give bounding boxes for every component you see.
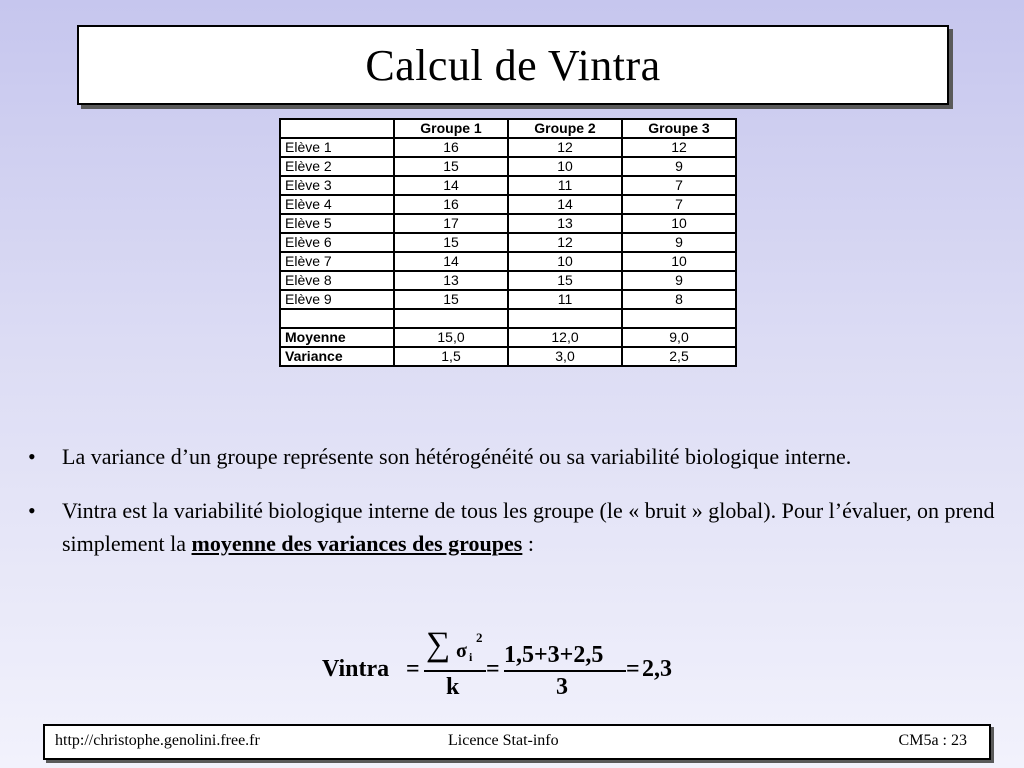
table-cell: 8 — [622, 290, 736, 309]
summary-row-variance — [280, 347, 736, 366]
denominator-3: 3 — [556, 674, 568, 700]
empty-cell — [622, 309, 736, 328]
bullet-text-end: : — [522, 531, 534, 556]
table-cell: 15 — [394, 290, 508, 309]
table-cell: 12,0 — [508, 328, 622, 347]
footer-page: CM5a : 23 — [898, 732, 967, 749]
empty-cell — [508, 309, 622, 328]
row-label: Elève 6 — [280, 233, 394, 252]
table-cell: 10 — [622, 214, 736, 233]
table-cell: 15 — [508, 271, 622, 290]
table-cell: 1,5 — [394, 347, 508, 366]
formula-equals: = — [626, 656, 640, 682]
table-cell: 15,0 — [394, 328, 508, 347]
table-cell: 10 — [508, 157, 622, 176]
bullet-marker: • — [28, 498, 36, 523]
table-row — [280, 138, 736, 157]
table-cell: 11 — [508, 176, 622, 195]
empty-cell — [280, 309, 394, 328]
table-cell: 13 — [394, 271, 508, 290]
table-cell: 12 — [622, 138, 736, 157]
table-header-row — [280, 119, 736, 138]
fraction-bar — [424, 670, 486, 672]
table-cell: 12 — [508, 233, 622, 252]
footer-url[interactable]: http://christophe.genolini.free.fr — [55, 732, 260, 749]
table-cell: 3,0 — [508, 347, 622, 366]
bullet-text: Vintra est la variabilité biologique interne de tous les groupe (le « bruit » global). Pour l’évaluer, on prend simplement la — [62, 498, 995, 556]
row-label: Elève 8 — [280, 271, 394, 290]
row-label: Variance — [280, 347, 394, 366]
table-cell: 17 — [394, 214, 508, 233]
column-header: Groupe 1 — [394, 119, 508, 138]
table-cell: 9 — [622, 233, 736, 252]
table-row — [280, 176, 736, 195]
footer-course: Licence Stat-info — [448, 732, 559, 749]
subscript-i: i — [469, 650, 473, 664]
table-cell: 2,5 — [622, 347, 736, 366]
footer-bar — [43, 724, 991, 760]
row-label: Elève 9 — [280, 290, 394, 309]
table-cell: 12 — [508, 138, 622, 157]
table-row — [280, 233, 736, 252]
table-cell: 9 — [622, 157, 736, 176]
bullet-item — [28, 440, 1003, 473]
slide-title: Calcul de Vintra — [365, 40, 661, 90]
table-cell: 15 — [394, 157, 508, 176]
table-cell: 13 — [508, 214, 622, 233]
formula-lhs: Vintra — [322, 656, 390, 682]
table-row — [280, 214, 736, 233]
table-cell: 9,0 — [622, 328, 736, 347]
table-row — [280, 252, 736, 271]
column-header: Groupe 2 — [508, 119, 622, 138]
formula-result: 2,3 — [642, 656, 672, 682]
table-row — [280, 195, 736, 214]
row-label: Elève 2 — [280, 157, 394, 176]
formula-equals: = — [486, 656, 500, 682]
table-cell: 9 — [622, 271, 736, 290]
row-label: Elève 3 — [280, 176, 394, 195]
formula-equals: = — [406, 656, 420, 682]
table-cell: 11 — [508, 290, 622, 309]
summary-row-mean — [280, 328, 736, 347]
sum-symbol: ∑ — [426, 626, 451, 663]
empty-cell — [394, 309, 508, 328]
numerator-sum: 1,5+3+2,5 — [504, 642, 604, 668]
table-row — [280, 157, 736, 176]
superscript-2: 2 — [476, 630, 483, 645]
denominator-k: k — [446, 674, 460, 700]
table-cell: 10 — [508, 252, 622, 271]
column-header: Groupe 3 — [622, 119, 736, 138]
data-table — [279, 118, 737, 367]
bullet-item — [28, 494, 1003, 560]
table-cell: 16 — [394, 138, 508, 157]
table-cell: 16 — [394, 195, 508, 214]
table-cell: 7 — [622, 195, 736, 214]
blank-row — [280, 309, 736, 328]
row-label: Elève 1 — [280, 138, 394, 157]
fraction-bar — [504, 670, 626, 672]
corner-cell — [280, 119, 394, 138]
table-cell: 10 — [622, 252, 736, 271]
table-cell: 15 — [394, 233, 508, 252]
table-row — [280, 271, 736, 290]
sigma-symbol: σ — [456, 640, 467, 662]
bullet-marker: • — [28, 444, 36, 469]
table-cell: 14 — [508, 195, 622, 214]
table-cell: 14 — [394, 176, 508, 195]
row-label: Elève 5 — [280, 214, 394, 233]
title-box — [77, 25, 949, 105]
emphasized-text: moyenne des variances des groupes — [191, 531, 523, 556]
table-cell: 14 — [394, 252, 508, 271]
bullet-list — [28, 440, 1003, 581]
bullet-text: La variance d’un groupe représente son hétérogénéité ou sa variabilité biologique interne. — [62, 444, 852, 469]
row-label: Moyenne — [280, 328, 394, 347]
vintra-formula — [322, 628, 702, 702]
row-label: Elève 7 — [280, 252, 394, 271]
row-label: Elève 4 — [280, 195, 394, 214]
table-row — [280, 290, 736, 309]
table-cell: 7 — [622, 176, 736, 195]
